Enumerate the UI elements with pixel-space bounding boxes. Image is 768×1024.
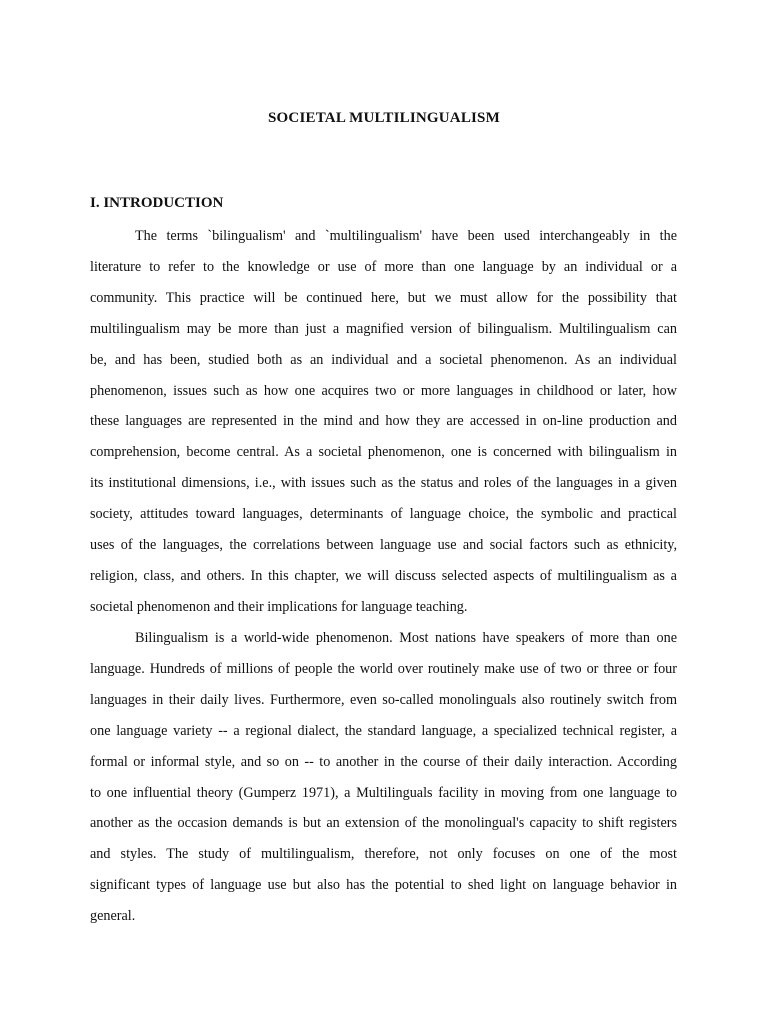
paragraph-line: community. This practice will be continued here, but we must allow for the possibility that (90, 289, 677, 306)
paragraph-line: religion, class, and others. In this chapter, we will discuss selected aspects of multilingualism as a (90, 567, 677, 584)
paragraph-line: general. (90, 908, 136, 925)
paragraph-line: these languages are represented in the mind and how they are accessed in on-line production and (90, 413, 677, 430)
section-heading: I. INTRODUCTION (90, 195, 224, 211)
paragraph-line: societal phenomenon and their implications for language teaching. (90, 598, 468, 615)
paragraph-line: The terms `bilingualism' and `multilingualism' have been used interchangeably in the (135, 228, 677, 244)
paragraph-line: Bilingualism is a world-wide phenomenon. Most nations have speakers of more than one (135, 630, 677, 646)
paragraph-line: to one influential theory (Gumperz 1971), a Multilinguals facility in moving from one language to (90, 784, 677, 801)
paragraph-line: literature to refer to the knowledge or use of more than one language by an individual or a (90, 258, 677, 275)
paragraph-line: uses of the languages, the correlations between language use and social factors such as ethnicity, (90, 537, 677, 554)
paragraph-2 (90, 623, 677, 932)
paragraph-1 (90, 221, 677, 623)
paragraph-line: language. Hundreds of millions of people the world over routinely make use of two or three or four (90, 660, 677, 677)
paragraph-line: one language variety -- a regional dialect, the standard language, a specialized technical register, a (90, 722, 677, 739)
paragraph-line: phenomenon, issues such as how one acquires two or more languages in childhood or later, how (90, 382, 677, 399)
paragraph-line: be, and has been, studied both as an individual and a societal phenomenon. As an individual (90, 351, 677, 368)
paragraph-line: another as the occasion demands is but an extension of the monolingual's capacity to shift registers (90, 815, 677, 832)
paragraph-line: languages in their daily lives. Furthermore, even so-called monolinguals also routinely switch from (90, 691, 677, 708)
paragraph-line: comprehension, become central. As a societal phenomenon, one is concerned with bilingualism in (90, 444, 677, 461)
paragraph-line: significant types of language use but also has the potential to shed light on language behavior in (90, 877, 677, 894)
paragraph-line: formal or informal style, and so on -- to another in the course of their daily interaction. According (90, 753, 677, 770)
paragraph-line: its institutional dimensions, i.e., with issues such as the status and roles of the languages in a given (90, 475, 677, 492)
paragraph-line: society, attitudes toward languages, determinants of language choice, the symbolic and practical (90, 506, 677, 523)
paragraph-line: multilingualism may be more than just a magnified version of bilingualism. Multilingualism can (90, 320, 677, 337)
document-title: SOCIETAL MULTILINGUALISM (268, 110, 500, 126)
paragraph-line: and styles. The study of multilingualism, therefore, not only focuses on one of the most (90, 846, 677, 863)
